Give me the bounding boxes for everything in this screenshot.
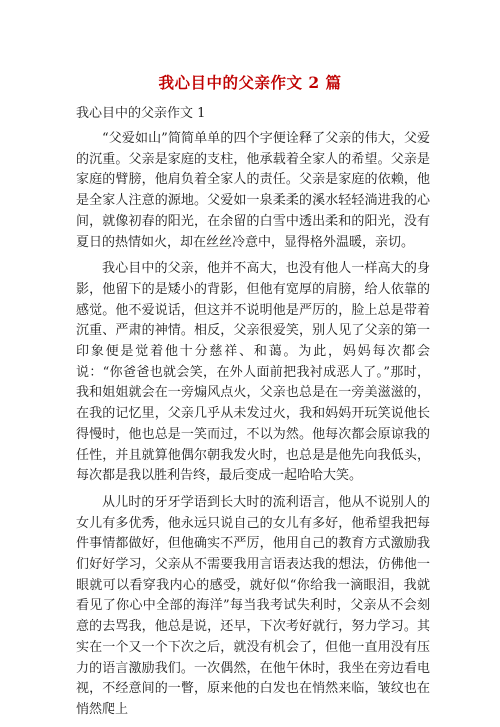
document-body bbox=[76, 129, 430, 727]
paragraph: 从儿时的牙牙学语到长大时的流利语言，他从不说别人的女儿有多优秀，他永远只说自己的女儿有多好，他希望我把每件事情都做好，但他确实不严厉，他用自己的教育方式激励我们好好学习，父亲从不需要我用言语表达我的想法，仿佛他一眼就可以看穿我内心的感受，就好似“你给我一滴眼泪，我就看见了你心中全部的海洋”每当我考试失利时，父亲从不会刻意的去骂我，他总是说，还早，下次考好就行，努力学习。其实在一个又一个下次之后，就没有机会了，但他一直用没有压力的语言激励我们。一次偶然，在他午休时，我坐在旁边看电视，不经意间的一瞥，原来他的白发也在悄然来临，皱纹也在悄然爬上 bbox=[76, 494, 430, 717]
paragraph: 我心目中的父亲，他并不高大，也没有他人一样高大的身影，他留下的是矮小的背影，但他有宽厚的肩膀，给人依靠的感觉。他不爱说话，但这并不说明他是严厉的，脸上总是带着沉重、严肃的神情。相反，父亲很爱笑，别人见了父亲的第一印象便是觉着他十分慈祥、和蔼。为此，妈妈每次都会说：“你爸爸也就会笑，在外人面前把我衬成恶人了。”那时，我和姐姐就会在一旁煽风点火，父亲也总是在一旁美滋滋的，在我的记忆里，父亲几乎从未发过火，我和妈妈开玩笑说他长得慢时，他也总是一笑而过，不以为然。他每次都会原谅我的任性，并且就算他偶尔朝我发火时，也总是是他先向我低头，每次都是我以胜利告终，最后变成一起哈哈大笑。 bbox=[76, 261, 430, 484]
section-subtitle: 我心目中的父亲作文 1 bbox=[76, 106, 206, 121]
paragraph: “父爱如山”简简单单的四个字便诠释了父亲的伟大，父爱的沉重。父亲是家庭的支柱，他承载着全家人的希望。父亲是家庭的臂膀，他肩负着全家人的责任。父亲是家庭的依赖，他是全家人注意的源地。父爱如一泉柔柔的溪水轻轻淌进我的心间，就像初春的阳光，在余留的白雪中透出柔和的阳光，没有夏日的热情如火，却在丝丝冷意中，显得格外温暖，亲切。 bbox=[76, 131, 430, 250]
document-title: 我心目中的父亲作文 2 篇 bbox=[158, 73, 342, 92]
